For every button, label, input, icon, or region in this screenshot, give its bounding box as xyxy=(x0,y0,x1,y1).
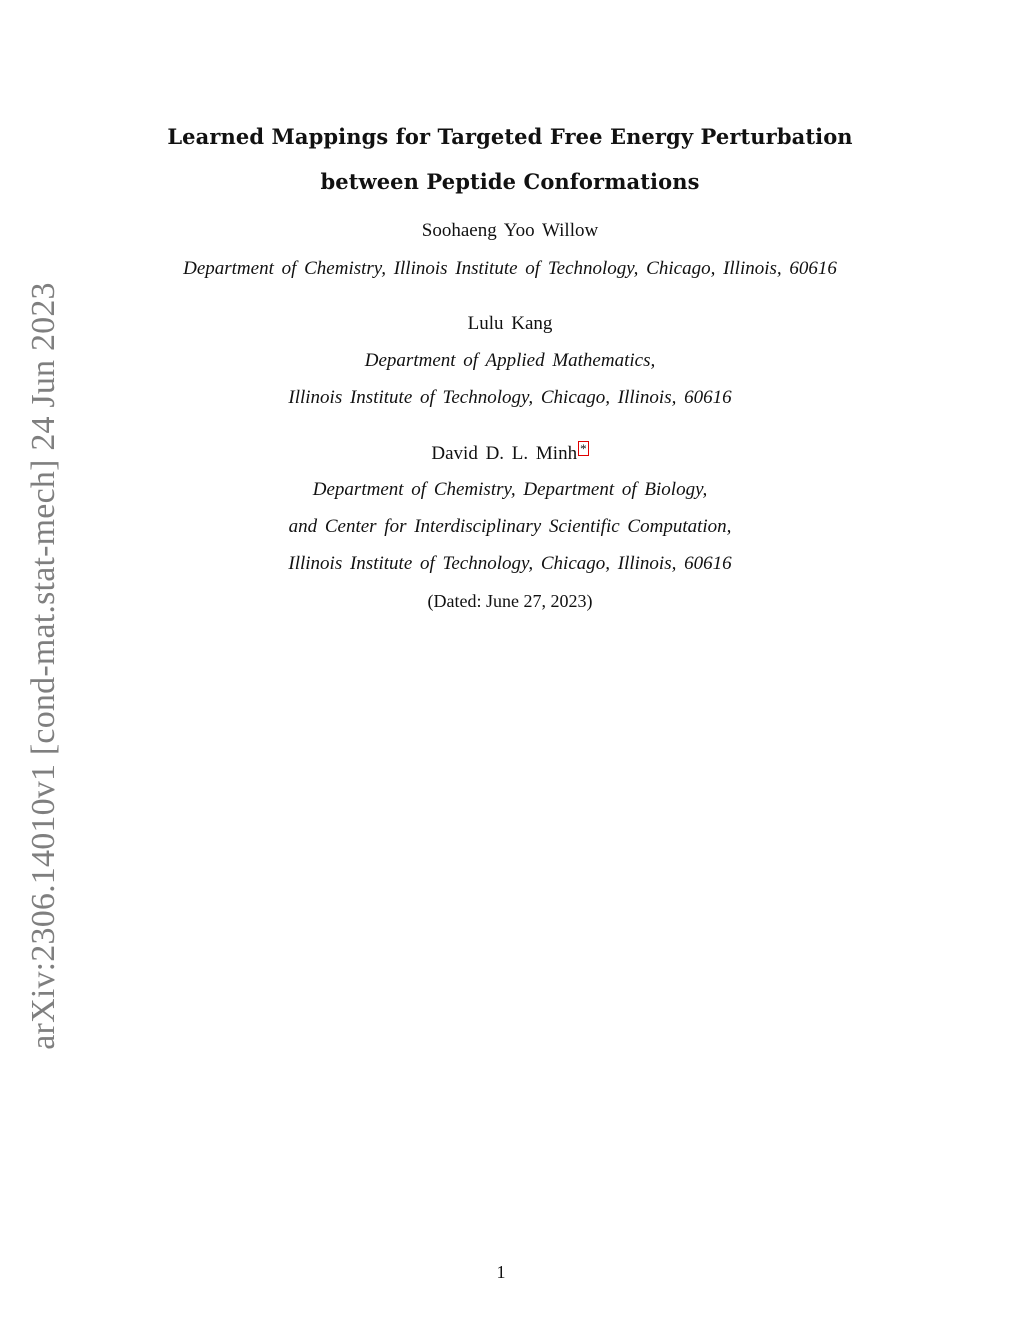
author-affiliation-line: and Center for Interdisciplinary Scientific Computation, xyxy=(288,516,732,537)
author-affiliation-line: Illinois Institute of Technology, Chicago, Illinois, 60616 xyxy=(288,387,732,408)
dated-line: (Dated: June 27, 2023) xyxy=(427,591,593,611)
author-name: Soohaeng Yoo Willow xyxy=(421,220,599,241)
title-line-1: Learned Mappings for Targeted Free Energy Perturbation xyxy=(167,124,853,149)
author-name: David D. L. Minh xyxy=(431,443,578,464)
arxiv-identifier-stamp: arXiv:2306.14010v1 [cond-mat.stat-mech] 24 Jun 2023 xyxy=(25,282,62,1050)
author-name: Lulu Kang xyxy=(467,313,553,334)
author-affiliation-line: Department of Applied Mathematics, xyxy=(364,350,656,371)
page-number: 1 xyxy=(496,1262,506,1282)
footnote-link[interactable]: * xyxy=(580,441,587,456)
author-name-with-footnote xyxy=(150,441,870,466)
paper-title xyxy=(150,114,870,204)
author-affiliation-line: Department of Chemistry, Illinois Institute of Technology, Chicago, Illinois, 60616 xyxy=(183,258,837,279)
author-affiliation-line: Illinois Institute of Technology, Chicago, Illinois, 60616 xyxy=(288,553,732,574)
author-affiliation-line: Department of Chemistry, Department of Biology, xyxy=(312,479,708,500)
title-line-2: between Peptide Conformations xyxy=(320,169,700,194)
